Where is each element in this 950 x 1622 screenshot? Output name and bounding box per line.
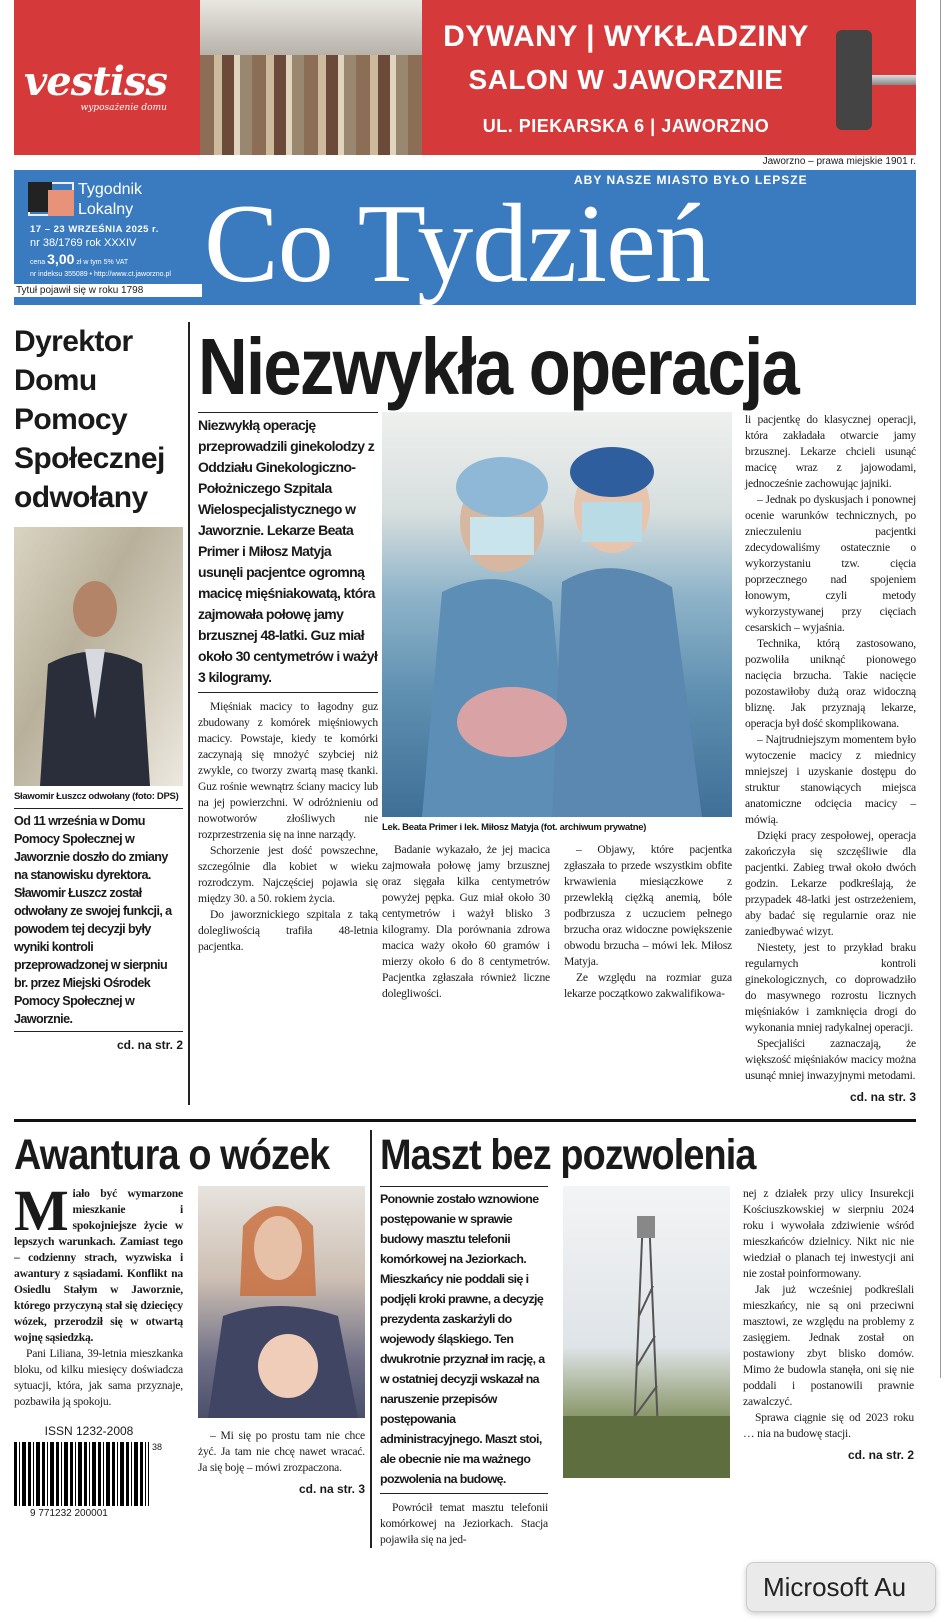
- tl-logo-icon: [28, 182, 74, 216]
- wozek-article: [14, 1130, 365, 1520]
- issue-date: 17 – 23 WRZEŚNIA 2025 r.: [30, 224, 159, 235]
- maszt-lead: Ponownie zostało wznowione postępowanie w sprawie budowy masztu telefonii komórkowej na Jeziorkach. Mieszkańcy nie poddali się i podjęli kroki prawne, a decyzję prezydenta zaskarżyli do wojewody śląskiego. Ten dwukrotnie przyznał im rację, a w ostatniej decyzji wskazał na naruszenie przepisów postępowania administracyjnego. Maszt stoi, ale obecnie nie ma ważnego pozwolenia na budowę.: [380, 1192, 545, 1486]
- barcode-block: [14, 1424, 164, 1520]
- operation-col-1: Mięśniak macicy to łagodny guz zbudowany z komórek mięśniowych macicy. Powstaje, kiedy te komórki zaczynają się mnożyć szybciej niż zwykle, co tworzy zwartą masę tkanki. Guz rośnie wewnątrz ściany macicy lub na jej powierzchni. W odróżnieniu od nowotworów złośliwych nie rozprzestrzenia się na inne narządy. Schorzenie jest dość powszechne, szczególnie dla kobiet w wieku rozrodczym. Najczęściej pojawia się między 30. a 50. rokiem życia. Do jaworznickiego szpitala z taką dolegliwością trafiła 48-letnia pacjentka.: [198, 700, 378, 953]
- issue-number: nr 38/1769 rok XXXIV: [30, 237, 137, 249]
- operation-col-a: [198, 412, 378, 955]
- slogan: ABY NASZE MIASTO BYŁO LEPSZE: [574, 173, 808, 187]
- app-tooltip[interactable]: Microsoft Au: [746, 1562, 936, 1612]
- operation-headline[interactable]: Niezwykła operacja: [198, 322, 799, 411]
- vacuum-pipe-icon: [872, 75, 916, 85]
- maszt-col-2: nej z działek przy ulicy Insurekcji Kościuszkowskiej w sierpniu 2024 roku i wywołała zdziwienie wśród mieszkańców dzielnicy. Nikt nic nie wiedział o planach tej inwestycji ani nie został poinformowany. Jak już wcześniej podkreślali mieszkańcy, nie są oni przeciwni masztowi, ze względu na problemy z zasięgiem. Jednak został on postawiony zbyt blisko domów. Mimo że budowla stanęła, oni się nie poddali i postanowili prawnie zawalczyć. Sprawa ciągnie się od 2023 roku … nia na budowę stacji.: [743, 1187, 914, 1440]
- operation-col-2: Badanie wykazało, że jej macica zajmowała połowę jamy brzusznej oraz sięgała kilka centymetrów powyżej pępka. Guz miał około 30 centymetrów i ważył blisko 3 kilogramy. Dla porównania zdrowa macica waży około 60 gramów i mierzy około 6 do 8 centymetrów. Pacjentka zgłaszała również liczne dolegliwości.: [382, 843, 550, 1000]
- operation-continued[interactable]: cd. na str. 3: [849, 1090, 916, 1104]
- section-divider: [14, 1119, 916, 1122]
- barcode-icon: [14, 1442, 149, 1506]
- dps-lead: Od 11 września w Domu Pomocy Społecznej w Jaworznie doszło do zmiany na stanowisku dyrektora. Sławomir Łuszcz został odwołany ze swojej funkcji, a powodem tej decyzji były wyniki kontroli przeprowadzonej w sierpniu br. przez Miejski Ośrodek Pomocy Społecznej w Jaworznie.: [14, 814, 172, 1026]
- brand-name: [78, 180, 142, 220]
- carpets-photo: [200, 0, 422, 155]
- issn: ISSN 1232-2008: [44, 1424, 134, 1438]
- vestiss-logo: [24, 58, 167, 113]
- operation-col-3: – Objawy, które pacjentka zgłaszała to przede wszystkim obfite krwawienia miesiączkowe z przewlekłą ciężką anemią, bóle podbrzusza z uczuciem pełnego brzucha oraz widoczne powiększenie obwodu brzucha – mówi lek. Miłosz Matyja. Ze względu na rozmiar guza lekarze początkowo zakwalifikowa-: [564, 843, 732, 1000]
- operation-col-b: [382, 412, 732, 1002]
- price-value: 3,00: [47, 251, 75, 267]
- operation-article: [188, 322, 916, 1105]
- price: [30, 251, 128, 271]
- barcode-addon: 38: [152, 1442, 163, 1452]
- price-label: cena: [30, 259, 46, 266]
- drop-cap: M: [14, 1178, 69, 1243]
- top-section: [14, 322, 916, 1105]
- since-note: Tytuł pojawił się w roku 1798: [14, 284, 202, 297]
- wozek-lead: iało być wymarzone mieszkanie i spokojniejsze życie w lepszych warunkach. Zamiast tego – codzienny strach, wyzwiska i awantury z sąsiadami. Konflikt na Osiedlu Stałym w Jaworznie, którego przyczyną stał się dziecięcy wózek, przerodził się w otwartą wojnę sąsiedzką.: [14, 1187, 183, 1344]
- wozek-col-a: [14, 1178, 183, 1520]
- wozek-col-b: [198, 1186, 365, 1497]
- wozek-quote: – Mi się po prostu tam nie chce żyć. Ja tam nie chcę nawet wracać. Ja się boję – mówi zrozpaczona.: [198, 1429, 365, 1474]
- wozek-body: Pani Liliana, 39-letnia mieszkanka bloku, od kilku miesięcy doświadcza sytuacji, która, jak sama przyznaje, pozbawiła ją spokoju.: [14, 1347, 183, 1408]
- price-suffix: zł w tym 5% VAT: [76, 259, 129, 266]
- advertisement-banner[interactable]: [14, 0, 916, 155]
- maszt-continued[interactable]: cd. na str. 2: [847, 1448, 914, 1462]
- vacuum-icon: [836, 30, 872, 130]
- operation-lead: Niezwykłą operację przeprowadzili ginekolodzy z Oddziału Ginekologiczno-Położniczego Szpitala Wielospecjalistycznego w Jaworznie. Lekarze Beata Primer i Miłosz Matyja usunęli pacjentce ogromną macicę mięśniakowatą, która zajmowała połowę jamy brzusznej 48-latki. Guz miał około 30 centymetrów i ważył 3 kilogramy.: [198, 417, 378, 685]
- city-note: Jaworzno – prawa miejskie 1901 r.: [762, 156, 916, 167]
- dps-photo: [14, 527, 183, 786]
- index-url: nr indeksu 355089 • http://www.ct.jaworzno.pl: [30, 271, 171, 278]
- man-portrait-icon: [40, 569, 150, 786]
- operation-caption: Lek. Beata Primer i lek. Miłosz Matyja (fot. archiwum prywatne): [382, 822, 647, 833]
- maszt-body: Powrócił temat masztu telefonii komórkowej na Jeziorkach. Stacja pojawiła się na jed-: [380, 1501, 548, 1546]
- surgeons-photo-icon: [382, 412, 732, 817]
- dps-caption: Sławomir Łuszcz odwołany (foto: DPS): [14, 791, 179, 802]
- maszt-headline[interactable]: Maszt bez pozwolenia: [380, 1131, 756, 1179]
- brand-line-2: Lokalny: [78, 201, 134, 218]
- dps-continued[interactable]: cd. na str. 2: [116, 1038, 183, 1052]
- ad-line-1: DYWANY | WYKŁADZINY: [443, 20, 809, 53]
- bottom-section: [14, 1130, 916, 1548]
- newspaper-title: Co Tydzień: [204, 182, 710, 306]
- maszt-col-c: [743, 1186, 914, 1463]
- dps-headline[interactable]: Dyrektor Domu Pomocy Społecznej odwołany: [14, 325, 165, 514]
- operation-col-4: li pacjentkę do klasycznej operacji, która zakładała otwarcie jamy brzusznej. Lekarze chcieli usunąć macicę wraz z jajowodami, jednocześnie zachowując jajniki. – Jednak po dyskusjach i ponownej ocenie warunków technicznych, po znieczuleniu pacjentki zdecydowaliśmy ostatecznie o wykorzystaniu tzw. cięcia poprzecznego nad spojeniem łonowym, czyli metody wykorzystywanej przy cięciach cesarskich – wyjaśnia. Technika, którą zastosowano, pozwoliła uniknąć pionowego nacięcia brzucha. Takie nacięcie pozostawiłoby dużą oraz widoczną bliznę. Jak przyznają lekarze, operacja był dość skomplikowana. – Najtrudniejszym momentem było wytoczenie macicy z miednicy mniejszej i uzyskanie dostępu do struktur stanowiących miejsca anatomiczne odcięcia macicy – mówią. Dzięki pracy zespołowej, operacja zakończyła się szczęśliwie dla pacjentki. Zabieg trwał około dwóch godzin. Lekarze podkreślają, że przypadek 48-latki jest ostrzeżeniem, aby badać się regularnie oraz nie zaniedbywać wizyt. Niestety, jest to przykład braku regularnych kontroli ginekologicznych, co doprowadziło do masywnego rozrostu licznych mięśniaków i zamknięcia drogi do wykonania mniej radykalnej operacji. Specjaliści zaznaczają, że większość mięśniaków macicy można usunąć mniej inwazyjnymi metodami.: [745, 413, 916, 1082]
- masthead: [14, 170, 916, 305]
- ad-address: UL. PIEKARSKA 6 | JAWORZNO: [482, 116, 770, 136]
- cell-tower-photo-icon: [563, 1186, 730, 1478]
- dps-article: [14, 322, 183, 1053]
- operation-col-c: [745, 412, 916, 1105]
- wozek-text: [14, 1178, 183, 1410]
- logo-text: vestiss: [24, 58, 167, 105]
- page-edge: [940, 0, 941, 1378]
- operation-photo: [382, 412, 732, 817]
- maszt-col-a: [380, 1186, 548, 1548]
- wozek-headline[interactable]: Awantura o wózek: [14, 1131, 330, 1179]
- ad-line-2: SALON W JAWORZNIE: [468, 64, 784, 95]
- maszt-photo: [563, 1186, 730, 1478]
- brand-line-1: Tygodnik: [78, 181, 143, 198]
- wozek-photo: [198, 1186, 365, 1418]
- woman-child-photo-icon: [198, 1186, 365, 1418]
- logo-tagline: wyposażenie domu: [80, 103, 167, 113]
- barcode-number: 9 771232 200001: [30, 1508, 108, 1519]
- wozek-continued[interactable]: cd. na str. 3: [298, 1482, 365, 1496]
- maszt-article: [370, 1130, 916, 1548]
